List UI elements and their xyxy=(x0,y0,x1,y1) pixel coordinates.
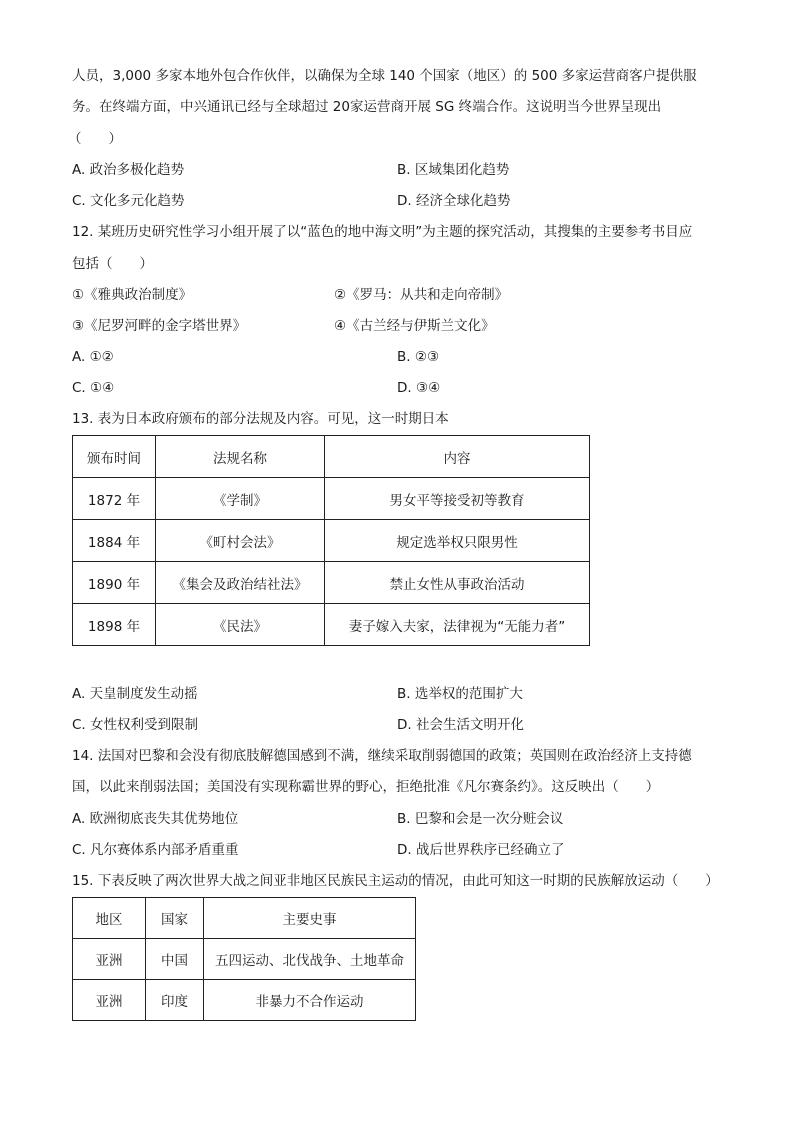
q11-option-d[interactable]: D. 经济全球化趋势 xyxy=(397,193,511,209)
table-cell: 亚洲 xyxy=(73,939,146,980)
table-cell: 亚洲 xyxy=(73,980,146,1021)
table-cell: 妻子嫁入夫家，法律视为“无能力者” xyxy=(325,604,590,646)
table-row xyxy=(73,980,416,1021)
table-header-cell: 内容 xyxy=(325,436,590,478)
table-cell: 《集会及政治结社法》 xyxy=(156,562,325,604)
q12-stem-line1: 12. 某班历史研究性学习小组开展了以“蓝色的地中海文明”为主题的探究活动，其搜集的主要参考书目应 xyxy=(72,224,693,240)
q12-item-1: ①《雅典政治制度》 xyxy=(72,287,193,303)
q13-option-c[interactable]: C. 女性权利受到限制 xyxy=(72,717,199,733)
q14-stem-line1: 14. 法国对巴黎和会没有彻底肢解德国感到不满，继续采取削弱德国的政策；英国则在政治经济上支持德 xyxy=(72,748,692,764)
q14-option-d[interactable]: D. 战后世界秩序已经确立了 xyxy=(397,842,565,858)
table-cell: 男女平等接受初等教育 xyxy=(325,478,590,520)
table-header-cell: 法规名称 xyxy=(156,436,325,478)
q12-option-b[interactable]: B. ②③ xyxy=(397,349,440,365)
q13-stem: 13. 表为日本政府颁布的部分法规及内容。可见，这一时期日本 xyxy=(72,411,449,427)
q11-option-c[interactable]: C. 文化多元化趋势 xyxy=(72,193,185,209)
q12-item-2: ②《罗马：从共和走向帝制》 xyxy=(334,287,509,303)
q13-option-d[interactable]: D. 社会生活文明开化 xyxy=(397,717,524,733)
q11-text-line2: 务。在终端方面，中兴通讯已经与全球超过 20家运营商开展 SG 终端合作。这说明当今世界呈现出 xyxy=(72,99,662,115)
table-cell: 印度 xyxy=(146,980,204,1021)
table-cell: 禁止女性从事政治活动 xyxy=(325,562,590,604)
table-cell: 《学制》 xyxy=(156,478,325,520)
q14-option-c[interactable]: C. 凡尔赛体系内部矛盾重重 xyxy=(72,842,239,858)
q14-option-b[interactable]: B. 巴黎和会是一次分赃会议 xyxy=(397,811,564,827)
q13-option-a[interactable]: A. 天皇制度发生动摇 xyxy=(72,686,198,702)
q11-text-line1: 人员，3,000 多家本地外包合作伙伴，以确保为全球 140 个国家（地区）的 500 多家运营商客户提供服 xyxy=(72,68,697,84)
table-row xyxy=(73,562,590,604)
table-cell: 五四运动、北伐战争、土地革命 xyxy=(204,939,416,980)
table-header-cell: 主要史事 xyxy=(204,898,416,939)
table-header-cell: 地区 xyxy=(73,898,146,939)
q14-stem-line2: 国，以此来削弱法国；美国没有实现称霸世界的野心，拒绝批准《凡尔赛条约》。这反映出（ ） xyxy=(72,779,660,795)
table-cell: 《民法》 xyxy=(156,604,325,646)
q12-item-3: ③《尼罗河畔的金字塔世界》 xyxy=(72,318,247,334)
q12-item-4: ④《古兰经与伊斯兰文化》 xyxy=(334,318,495,334)
table-cell: 非暴力不合作运动 xyxy=(204,980,416,1021)
table-header-row xyxy=(73,898,416,939)
q14-option-a[interactable]: A. 欧洲彻底丧失其优势地位 xyxy=(72,811,239,827)
table-cell: 1898 年 xyxy=(73,604,156,646)
q13-option-b[interactable]: B. 选举权的范围扩大 xyxy=(397,686,523,702)
table-cell: 规定选举权只限男性 xyxy=(325,520,590,562)
q12-option-d[interactable]: D. ③④ xyxy=(397,380,441,396)
table-row xyxy=(73,478,590,520)
q12-option-c[interactable]: C. ①④ xyxy=(72,380,115,396)
table-header-cell: 颁布时间 xyxy=(73,436,156,478)
table-cell: 1884 年 xyxy=(73,520,156,562)
q15-table xyxy=(72,897,416,1021)
q11-option-b[interactable]: B. 区域集团化趋势 xyxy=(397,162,510,178)
q12-stem-line2: 包括（ ） xyxy=(72,256,153,272)
table-header-row xyxy=(73,436,590,478)
q11-answer-bracket: （ ） xyxy=(68,131,122,147)
q11-option-a[interactable]: A. 政治多极化趋势 xyxy=(72,162,185,178)
table-cell: 1872 年 xyxy=(73,478,156,520)
table-cell: 《町村会法》 xyxy=(156,520,325,562)
q13-table xyxy=(72,435,590,646)
table-cell: 中国 xyxy=(146,939,204,980)
table-row xyxy=(73,604,590,646)
table-row xyxy=(73,939,416,980)
table-row xyxy=(73,520,590,562)
table-cell: 1890 年 xyxy=(73,562,156,604)
q12-option-a[interactable]: A. ①② xyxy=(72,349,114,365)
table-header-cell: 国家 xyxy=(146,898,204,939)
q15-stem: 15. 下表反映了两次世界大战之间亚非地区民族民主运动的情况，由此可知这一时期的民族解放运动（ ） xyxy=(72,873,719,889)
